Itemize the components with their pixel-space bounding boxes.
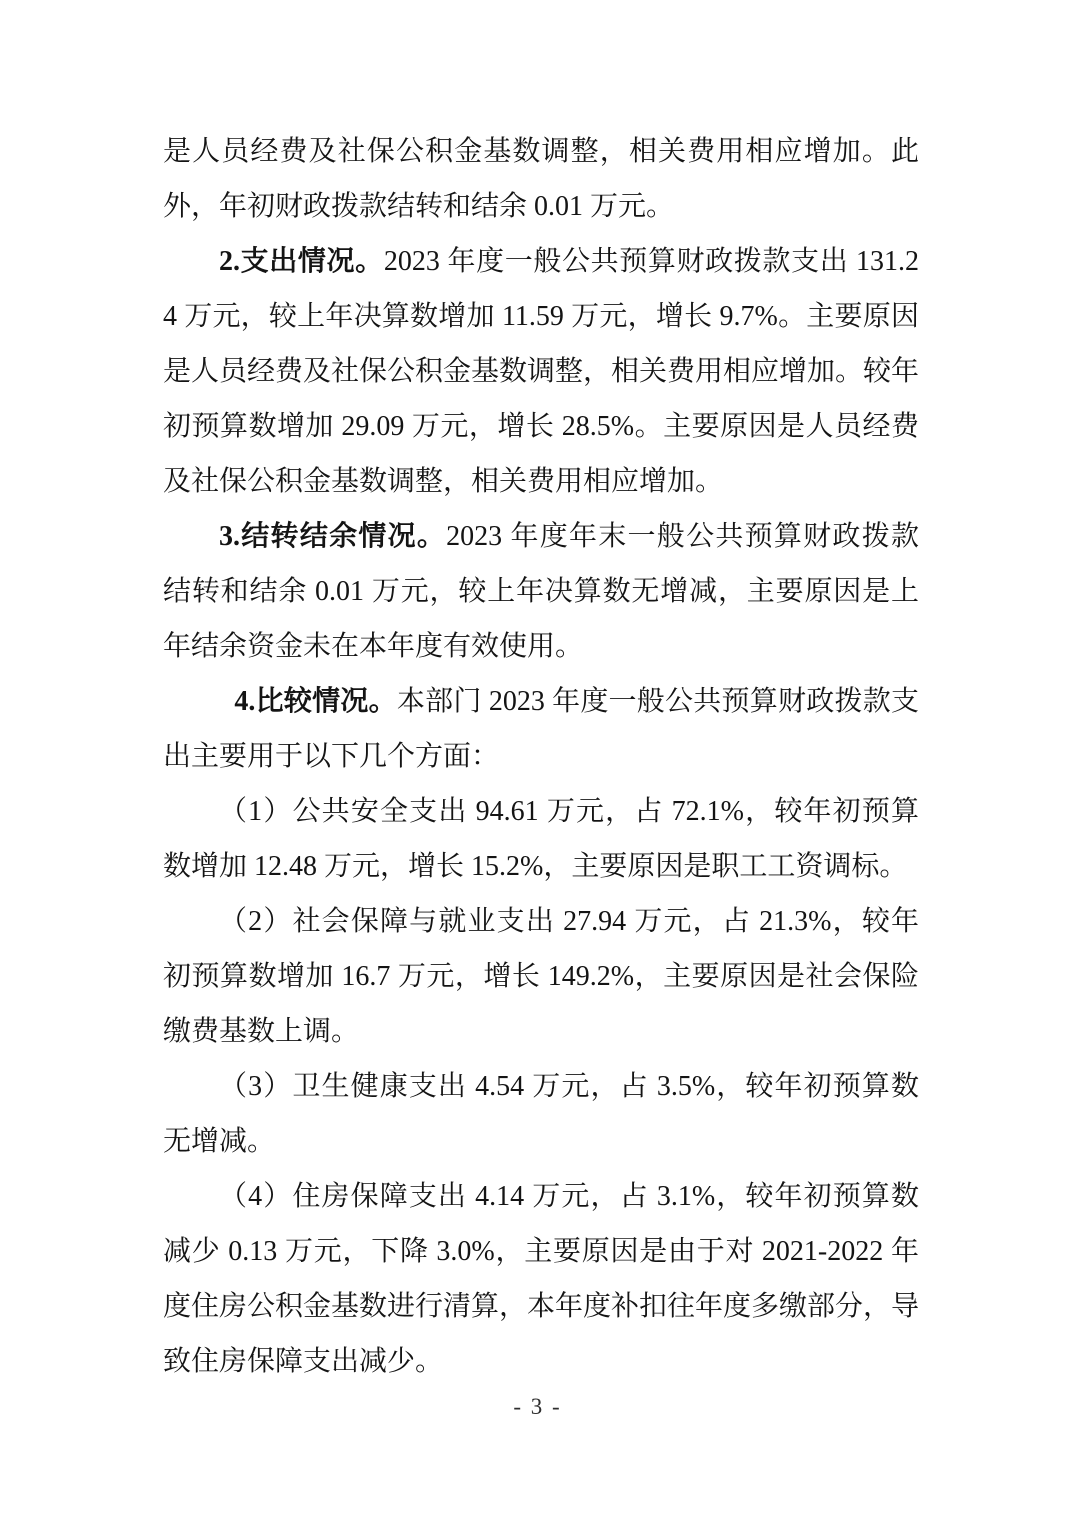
- paragraph-text: （3）卫生健康支出 4.54 万元，占 3.5%，较年初预算数无增减。: [163, 1071, 919, 1157]
- paragraph-continuation: [163, 124, 919, 234]
- paragraph-expenditure: [163, 234, 919, 509]
- paragraph-text: （1）公共安全支出 94.61 万元，占 72.1%，较年初预算数增加 12.48 万元，增长 15.2%，主要原因是职工工资调标。: [163, 796, 919, 882]
- page-number: - 3 -: [513, 1394, 562, 1419]
- paragraph-item-4-housing: [163, 1169, 919, 1389]
- document-page: [163, 124, 919, 1389]
- paragraph-comparison: [163, 674, 919, 784]
- paragraph-carryover: [163, 509, 919, 674]
- paragraph-text: 是人员经费及社保公积金基数调整，相关费用相应增加。此外，年初财政拨款结转和结余 0.01 万元。: [163, 136, 919, 222]
- paragraph-item-3-health: [163, 1059, 919, 1169]
- paragraph-text: 2023 年度年末一般公共预算财政拨款结转和结余 0.01 万元，较上年决算数无增减，主要原因是上年结余资金未在本年度有效使用。: [163, 521, 919, 662]
- paragraph-text: （2）社会保障与就业支出 27.94 万元，占 21.3%，较年初预算数增加 16.7 万元，增长 149.2%，主要原因是社会保险缴费基数上调。: [163, 906, 919, 1047]
- paragraph-lead: 3.结转结余情况。: [219, 521, 447, 552]
- paragraph-item-1-public-safety: [163, 784, 919, 894]
- paragraph-text: 2023 年度一般公共预算财政拨款支出 131.24 万元，较上年决算数增加 11.59 万元，增长 9.7%。主要原因是人员经费及社保公积金基数调整，相关费用相应增加。较年初预算数增加 29.09 万元，增长 28.5%。主要原因是人员经费及社保公积金基数调整，相关费用相应增加。: [163, 246, 920, 497]
- paragraph-text: （4）住房保障支出 4.14 万元，占 3.1%，较年初预算数减少 0.13 万元，下降 3.0%，主要原因是由于对 2021-2022 年度住房公积金基数进行清算，本年度补扣往年度多缴部分，导致住房保障支出减少。: [163, 1181, 920, 1377]
- paragraph-item-2-social-security: [163, 894, 919, 1059]
- paragraph-lead: 2.支出情况。: [219, 246, 384, 277]
- paragraph-lead: 4.比较情况。: [234, 686, 397, 717]
- paragraph-text: 本部门 2023 年度一般公共预算财政拨款支出主要用于以下几个方面：: [163, 686, 919, 772]
